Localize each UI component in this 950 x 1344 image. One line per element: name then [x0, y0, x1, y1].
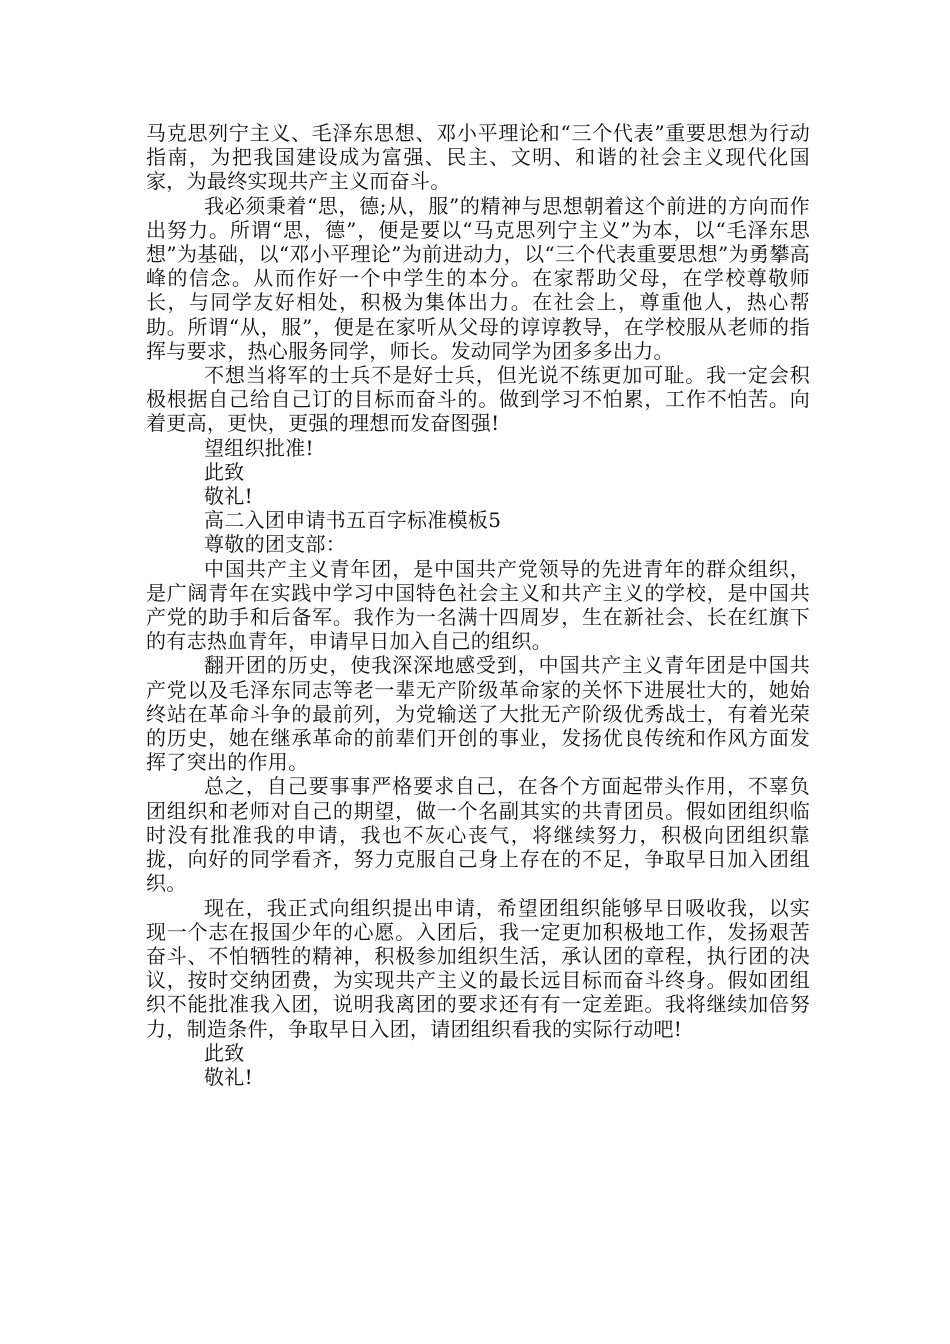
- paragraph-3: 不想当将军的士兵不是好士兵，但光说不练更加可耻。我一定会积极根据自己给自己订的目标而奋斗的。做到学习不怕累，工作不怕苦。向着更高，更快，更强的理想而发奋图强!: [146, 363, 810, 436]
- paragraph-7: 现在，我正式向组织提出申请，希望团组织能够早日吸收我，以实现一个志在报国少年的心愿。入团后，我一定更加积极地工作，发扬艰苦奋斗、不怕牺牲的精神，积极参加组织生活，承认团的章程，执行团的决议，按时交纳团费，为实现共产主义的最长远目标而奋斗终身。假如团组织不能批准我入团，说明我离团的要求还有有一定差距。我将继续加倍努力，制造条件，争取早日入团，请团组织看我的实际行动吧!: [146, 895, 810, 1041]
- closing-jingli: 敬礼!: [204, 484, 253, 509]
- paragraph-4: 中国共产主义青年团，是中国共产党领导的先进青年的群众组织，是广阔青年在实践中学习中国特色社会主义和共产主义的学校，是中国共产党的助手和后备军。我作为一名满十四周岁，生在新社会、长在红旗下的有志热血青年，申请早日加入自己的组织。: [146, 556, 810, 654]
- closing-cizhi: 此致: [204, 459, 245, 484]
- salutation: 尊敬的团支部：: [204, 532, 347, 557]
- paragraph-1: 马克思列宁主义、毛泽东思想、邓小平理论和“三个代表”重要思想为行动指南，为把我国建设成为富强、民主、文明、和谐的社会主义现代化国家，为最终实现共产主义而奋斗。: [146, 121, 810, 194]
- closing-jingli-2: 敬礼!: [204, 1064, 253, 1089]
- closing-cizhi-2: 此致: [204, 1040, 245, 1065]
- paragraph-2: 我必须秉着“思，德;从，服”的精神与思想朝着这个前进的方向而作出努力。所谓“思，德”，便是要以“马克思列宁主义”为本，以“毛泽东思想”为基础，以“邓小平理论”为前进动力，以“三个代表重要思想”为勇攀高峰的信念。从而作好一个中学生的本分。在家帮助父母，在学校尊敬师长，与同学友好相处，积极为集体出力。在社会上，尊重他人，热心帮助。所谓“从，服”，便是在家听从父母的谆谆教导，在学校服从老师的指挥与要求，热心服务同学，师长。发动同学为团多多出力。: [146, 193, 810, 363]
- paragraph-5: 翻开团的历史，使我深深地感受到，中国共产主义青年团是中国共产党以及毛泽东同志等老一辈无产阶级革命家的关怀下进展壮大的，她始终站在革命斗争的最前列，为党输送了大批无产阶级优秀战士，有着光荣的历史，她在继承革命的前辈们开创的事业，发扬优良传统和作风方面发挥了突出的作用。: [146, 653, 810, 775]
- section-heading: 高二入团申请书五百字标准模板5: [204, 508, 502, 533]
- document-body: [146, 121, 810, 1089]
- approval-request-line: 望组织批准!: [204, 435, 314, 460]
- paragraph-6: 总之，自己要事事严格要求自己，在各个方面起带头作用，不辜负团组织和老师对自己的期望，做一个名副其实的共青团员。假如团组织临时没有批准我的申请，我也不灰心丧气，将继续努力，积极向团组织靠拢，向好的同学看齐，努力克服自己身上存在的不足，争取早日加入团组织。: [146, 774, 810, 896]
